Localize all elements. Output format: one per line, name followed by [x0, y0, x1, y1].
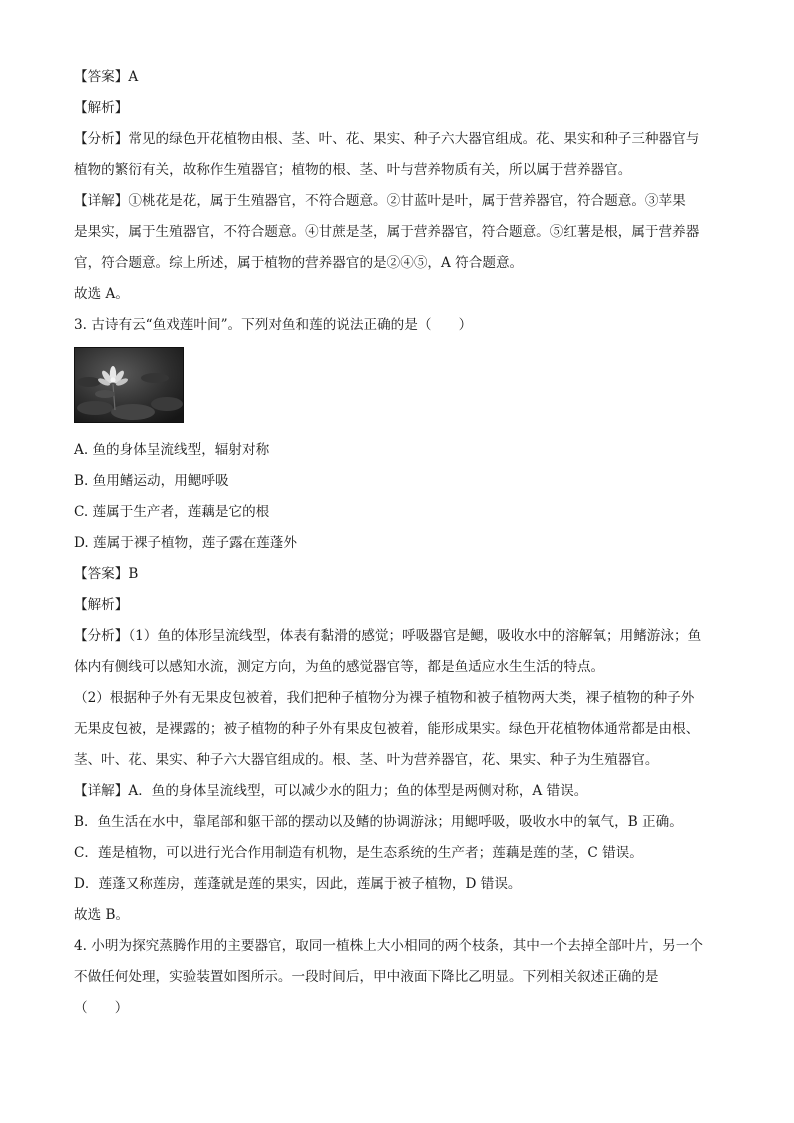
q2-conclusion: 故选 A。: [74, 286, 129, 302]
q3-option-d: D. 莲属于裸子植物，莲子露在莲蓬外: [74, 535, 297, 551]
q3-fenxi-p2-line-1: （2）根据种子外有无果皮包被着，我们把种子植物分为裸子植物和被子植物两大类，裸子植物的种子外: [74, 690, 695, 706]
xiangjie-text: ①桃花是花，属于生殖器官，不符合题意。②甘蓝叶是叶，属于营养器官，符合题意。③苹果: [128, 193, 686, 209]
q2-analysis-heading: [74, 93, 724, 124]
analysis-tag: 【解析】: [74, 597, 129, 613]
q4-stem-line-3: （ ）: [74, 1000, 129, 1016]
xiangjie-tag: 【详解】: [74, 193, 129, 209]
q3-fenxi-p2-line-3: 茎、叶、花、果实、种子六大器官组成的。根、茎、叶为营养器官，花、果实、种子为生殖器官。: [74, 752, 659, 768]
document-page: [74, 62, 724, 1024]
q2-fenxi-line-1: [74, 124, 724, 155]
q3-fenxi-p1-line-2: 体内有侧线可以感知水流，测定方向，为鱼的感觉器官等，都是鱼适应水生生活的特点。: [74, 659, 605, 675]
answer-value: B: [128, 566, 139, 582]
fenxi-text: 常见的绿色开花植物由根、茎、叶、花、果实、种子六大器官组成。花、果实和种子三种器官与: [128, 131, 700, 147]
q3-xiangjie-a: [74, 776, 724, 807]
q3-fenxi-p1-line-1: [74, 621, 724, 652]
q2-xiangjie-line-3: 官，符合题意。综上所述，属于植物的营养器官的是②④⑤，A 符合题意。: [74, 255, 524, 271]
lotus-photo-image: [75, 348, 183, 422]
answer-value: A: [128, 69, 139, 85]
fenxi-tag: 【分析】: [74, 131, 129, 147]
q3-option-a: A. 鱼的身体呈流线型，辐射对称: [74, 442, 270, 458]
q2-answer-line: [74, 62, 724, 93]
q2-fenxi-line-2: 植物的繁衍有关，故称作生殖器官；植物的根、茎、叶与营养物质有关，所以属于营养器官。: [74, 162, 632, 178]
q3-figure: [74, 347, 724, 429]
fenxi-tag: 【分析】: [74, 628, 129, 644]
q4-stem-line-2: 不做任何处理，实验装置如图所示。一段时间后，甲中液面下降比乙明显。下列相关叙述正确的是: [74, 969, 659, 985]
q4-stem-line-1: 4. 小明为探究蒸腾作用的主要器官，取同一植株上大小相同的两个枝条，其中一个去掉全部叶片，另一个: [74, 938, 704, 954]
q2-xiangjie-line-2: 是果实，属于生殖器官，不符合题意。④甘蔗是茎，属于营养器官，符合题意。⑤红薯是根，属于营养器: [74, 224, 700, 240]
q3-analysis-heading: [74, 590, 724, 621]
q3-xiangjie-c: C．莲是植物，可以进行光合作用制造有机物，是生态系统的生产者；莲藕是莲的茎，C 错误。: [74, 845, 643, 861]
q3-option-c: C. 莲属于生产者，莲藕是它的根: [74, 504, 270, 520]
q3-option-b: B. 鱼用鳍运动，用鳃呼吸: [74, 473, 229, 489]
answer-tag: 【答案】: [74, 566, 129, 582]
q3-xiangjie-d: D．莲蓬又称莲房，莲蓬就是莲的果实，因此，莲属于被子植物，D 错误。: [74, 876, 522, 892]
q3-conclusion: 故选 B。: [74, 907, 130, 923]
q3-stem: 3. 古诗有云“鱼戏莲叶间”。下列对鱼和莲的说法正确的是（ ）: [74, 317, 473, 333]
answer-tag: 【答案】: [74, 69, 129, 85]
analysis-tag: 【解析】: [74, 100, 129, 116]
lotus-photo: [74, 347, 184, 423]
q2-xiangjie-line-1: [74, 186, 724, 217]
q3-answer-line: [74, 559, 724, 590]
q3-xiangjie-b: B．鱼生活在水中，靠尾部和躯干部的摆动以及鳍的协调游泳；用鳃呼吸，吸收水中的氧气，B 正确。: [74, 814, 683, 830]
fenxi-text: （1）鱼的体形呈流线型，体表有黏滑的感觉；呼吸器官是鳃，吸收水中的溶解氧；用鳍游泳；鱼: [128, 628, 702, 644]
q3-fenxi-p2-line-2: 无果皮包被，是裸露的；被子植物的种子外有果皮包被着，能形成果实。绿色开花植物体通常都是由根、: [74, 721, 700, 737]
xiangjie-text: A．鱼的身体呈流线型，可以减少水的阻力；鱼的体型是两侧对称，A 错误。: [128, 783, 588, 799]
xiangjie-tag: 【详解】: [74, 783, 129, 799]
